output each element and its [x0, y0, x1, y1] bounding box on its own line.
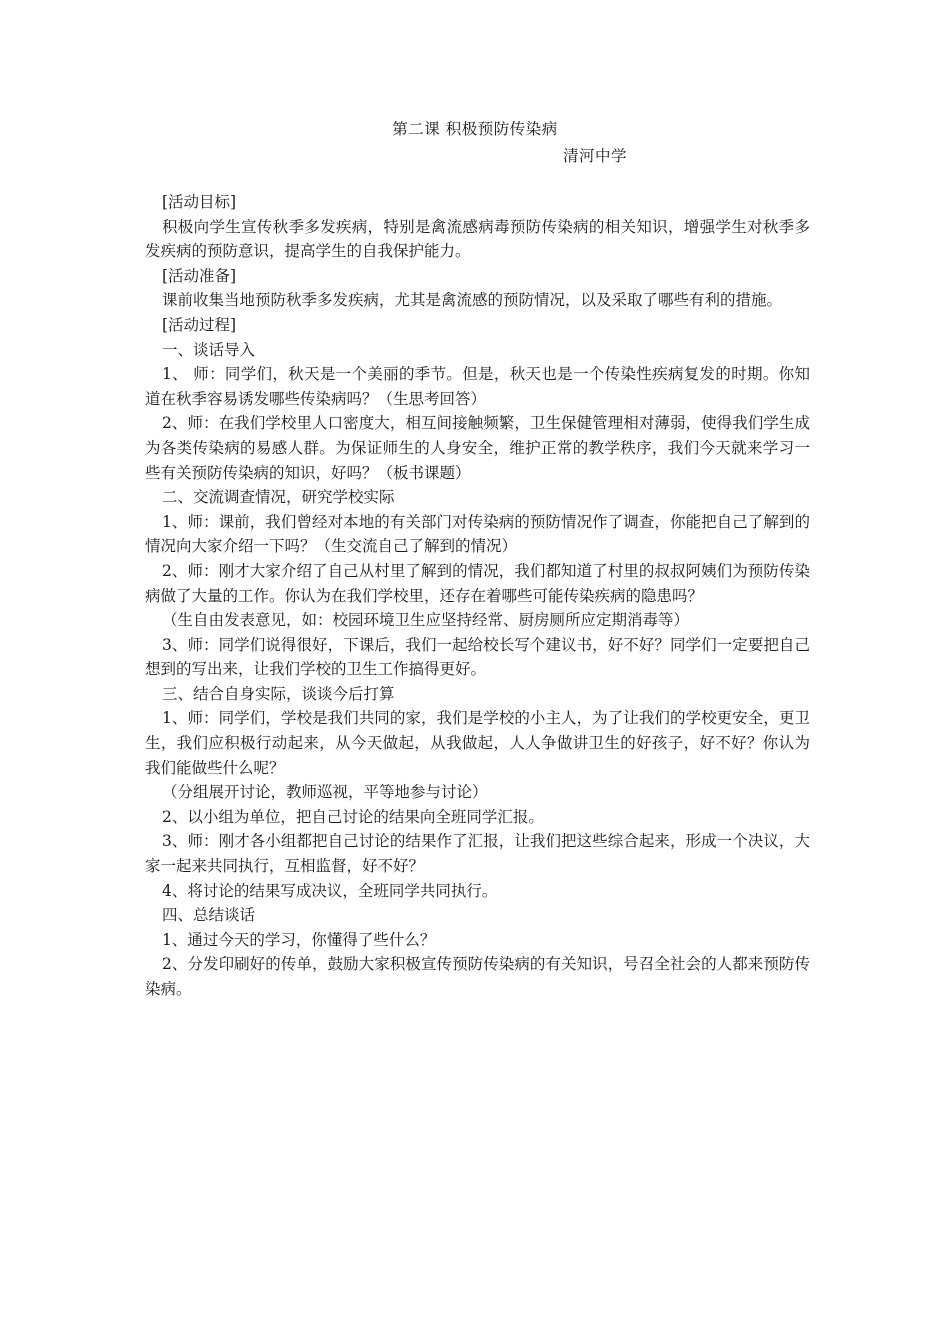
document-title: 第二课 积极预防传染病 — [392, 120, 558, 138]
paragraph: 积极向学生宣传秋季多发疾病，特别是禽流感病毒预防传染病的相关知识，增强学生对秋季多发疾病的预防意识，提高学生的自我保护能力。 — [145, 217, 810, 261]
paragraph: 2、分发印刷好的传单，鼓励大家积极宣传预防传染病的有关知识，号召全社会的人都来预防传染病。 — [145, 955, 810, 998]
paragraph: 2、师：刚才大家介绍了自己从村里了解到的情况，我们都知道了村里的叔叔阿姨们为预防传染病做了大量的工作。你认为在我们学校里，还存在着哪些可能传染疾病的隐患吗？ — [145, 561, 810, 605]
paragraph: 3、师：刚才各小组都把自己讨论的结果作了汇报，让我们把这些综合起来，形成一个决议，大家一起来共同执行，互相监督，好不好？ — [145, 832, 810, 876]
section-label-prep: [活动准备] — [162, 266, 237, 285]
section-label-goal: [活动目标] — [162, 193, 237, 211]
paragraph: 1、师：同学们，学校是我们共同的家，我们是学校的小主人，为了让我们的学校更安全，更卫生，我们应积极行动起来，从今天做起，从我做起，人人争做讲卫生的好孩子，好不好？你认为我们能做些什么呢？ — [145, 709, 810, 777]
paragraph: （生自由发表意见，如：校园环境卫生应坚持经常、厨房厕所应定期消毒等） — [162, 611, 690, 630]
paragraph: 4、将讨论的结果写成决议，全班同学共同执行。 — [162, 881, 498, 900]
paragraph: 1、师：课前，我们曾经对本地的有关部门对传染病的预防情况作了调查，你能把自己了解到的情况向大家介绍一下吗？（生交流自己了解到的情况） — [145, 512, 810, 556]
section-heading: 三、结合自身实际，谈谈今后打算 — [162, 684, 395, 703]
paragraph: 1、 师：同学们，秋天是一个美丽的季节。但是，秋天也是一个传染性疾病复发的时期。你知道在秋季容易诱发哪些传染病吗？（生思考回答） — [145, 365, 810, 408]
paragraph: 2、师：在我们学校里人口密度大，相互间接触频繁，卫生保健管理相对薄弱，使得我们学生成为各类传染病的易感人群。为保证师生的人身安全，维护正常的教学秩序，我们今天就来学习一些有关预防传染病的知识，好吗？（板书课题） — [145, 414, 810, 482]
section-label-process: [活动过程] — [162, 315, 237, 334]
paragraph: 1、通过今天的学习，你懂得了些什么？ — [162, 930, 436, 949]
document-body — [145, 190, 810, 1002]
paragraph: 课前收集当地预防秋季多发疾病，尤其是禽流感的预防情况，以及采取了哪些有利的措施。 — [162, 291, 783, 310]
document-author: 清河中学 — [563, 147, 628, 165]
section-heading: 一、谈话导入 — [162, 340, 256, 359]
section-heading: 四、总结谈话 — [162, 906, 256, 925]
paragraph: 2、以小组为单位，把自己讨论的结果向全班同学汇报。 — [162, 807, 544, 826]
section-heading: 二、交流调查情况，研究学校实际 — [162, 488, 395, 507]
paragraph: 3、师：同学们说得很好，下课后，我们一起给校长写个建议书，好不好？同学们一定要把自己想到的写出来，让我们学校的卫生工作搞得更好。 — [145, 635, 810, 679]
paragraph: （分组展开讨论，教师巡视，平等地参与讨论） — [162, 783, 488, 802]
